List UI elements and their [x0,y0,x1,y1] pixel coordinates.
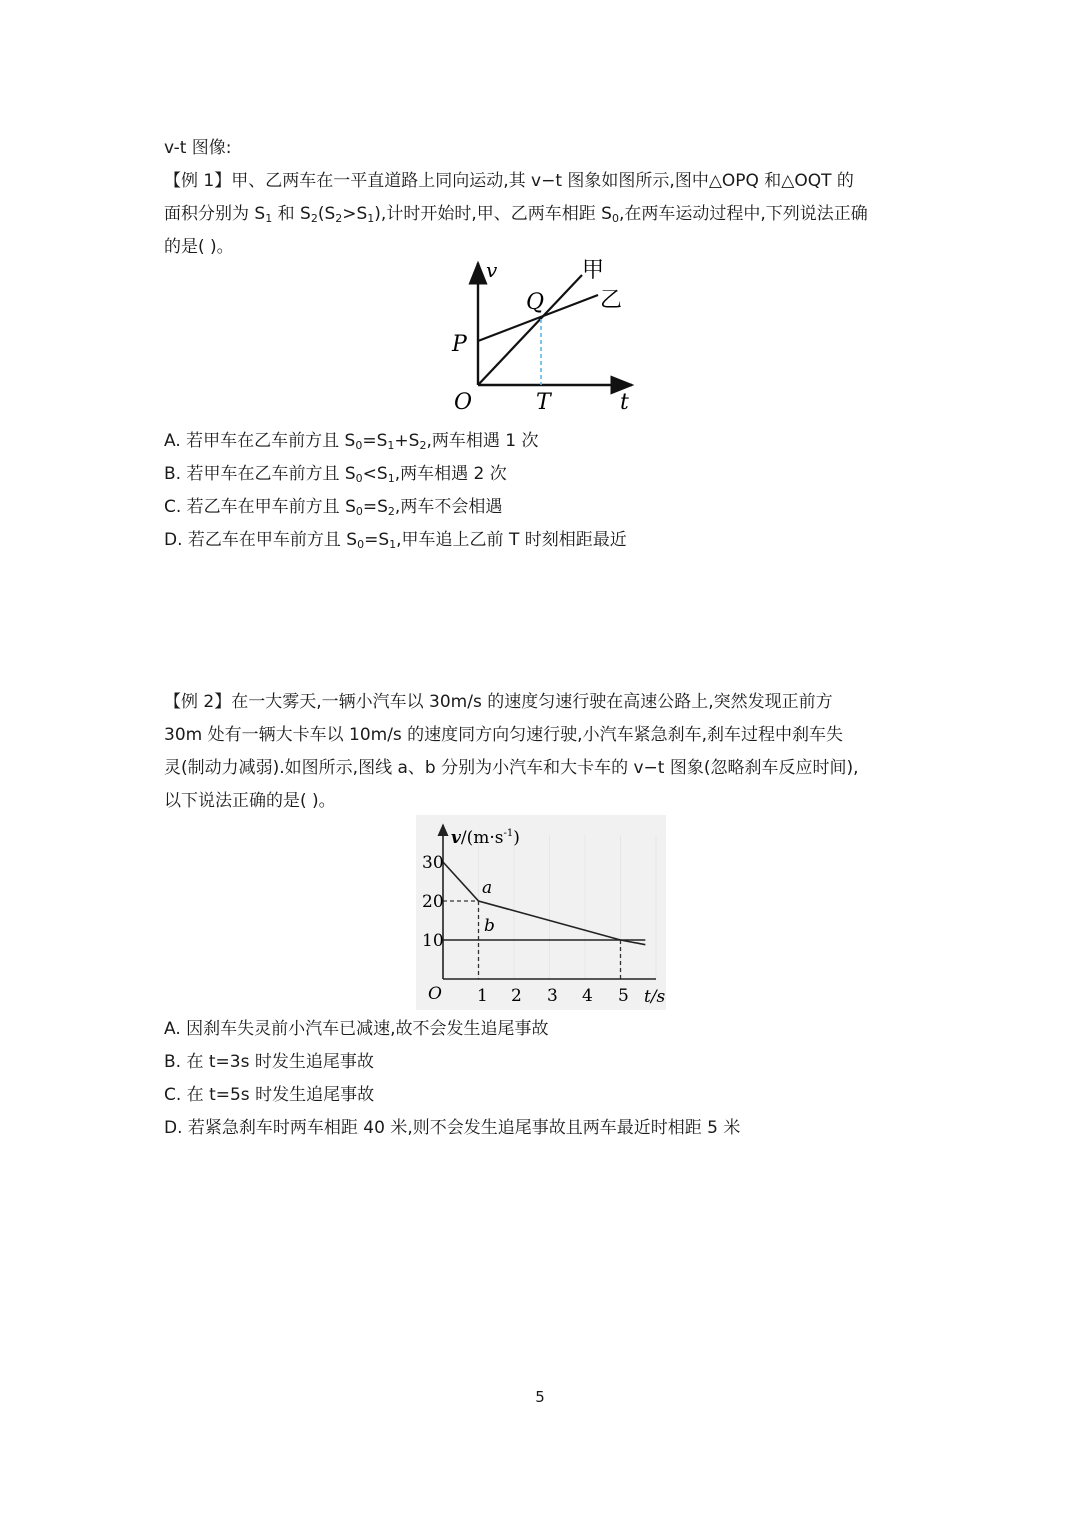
x-tick-2: 2 [511,986,522,1006]
label-yi: 乙 [600,288,623,313]
text-fragment: >S [342,204,368,224]
subscript: 2 [387,505,395,518]
y-tick-30: 30 [422,853,444,873]
y-tick-20: 20 [422,892,444,912]
x-tick-4: 4 [582,986,593,1006]
example2-option-a: A. 因刹车失灵前小汽车已减速,故不会发生追尾事故 [164,1019,549,1039]
text-fragment: C. 若乙车在甲车前方且 S [164,497,356,517]
label-origin: O [454,390,473,415]
text-fragment: =S [362,431,388,451]
text-fragment: 面积分别为 S [164,204,266,224]
page-number: 5 [535,1388,545,1406]
example1-text1: 甲、乙两车在一平直道路上同向运动,其 v−t 图象如图所示,图中△OPQ 和△OQT 的 [231,171,854,191]
subscript: 1 [367,212,375,225]
example2-line1 [164,691,833,713]
example1-option-a [164,430,538,457]
label-t: t [620,390,629,415]
text-fragment: ,两车不会相遇 [394,497,503,517]
figure-1 [440,255,650,421]
subscript: 0 [355,472,363,485]
example1-line1 [164,170,854,192]
example2-option-b: B. 在 t=3s 时发生追尾事故 [164,1052,374,1072]
subscript: 0 [355,439,363,452]
text-fragment: ,两车相遇 2 次 [394,464,507,484]
x-tick-1: 1 [477,986,488,1006]
x-axis-label: t/s [644,987,666,1007]
figure-2 [416,815,666,1014]
example2-text1: 在一大雾天,一辆小汽车以 30m/s 的速度匀速行驶在高速公路上,突然发现正前方 [231,692,833,712]
label-p: P [452,332,467,357]
subscript: 2 [310,212,318,225]
subscript: 1 [387,472,395,485]
subscript: 0 [611,212,619,225]
label-origin: O [428,984,442,1004]
figure-2-svg [416,815,666,1010]
text-fragment: B. 若甲车在乙车前方且 S [164,464,356,484]
figure-1-svg [440,255,650,417]
text-fragment: =S [364,530,390,550]
text-fragment: ,在两车运动过程中,下列说法正确 [618,204,868,224]
label-t-point: T [536,390,551,415]
subscript: 0 [357,538,365,551]
text-fragment: ,甲车追上乙前 T 时刻相距最近 [396,530,627,550]
example2-line2: 30m 处有一辆大卡车以 10m/s 的速度同方向匀速行驶,小汽车紧急刹车,刹车过程中刹车失 [164,725,843,745]
example1-option-c [164,496,502,523]
y-axis-label: $v/(m\cdot s^{-1})$ [451,828,520,848]
section-title: v-t 图像: [164,138,232,158]
example1-option-b [164,463,507,490]
example1-tag: 【例 1】 [164,171,232,191]
text-fragment: D. 若乙车在甲车前方且 S [164,530,358,550]
text-fragment: 和 S [272,204,311,224]
subscript: 1 [389,538,397,551]
text-fragment: ,两车相遇 1 次 [426,431,539,451]
label-v: v [486,258,498,282]
text-fragment: ),计时开始时,甲、乙两车相距 S [374,204,612,224]
example1-line2 [164,203,868,230]
example2-line4: 以下说法正确的是( )。 [164,791,336,811]
subscript: 2 [335,212,343,225]
subscript: 1 [387,439,395,452]
y-tick-10: 10 [422,931,444,951]
subscript: 1 [265,212,273,225]
label-q: Q [526,290,545,315]
example2-line3: 灵(制动力减弱).如图所示,图线 a、b 分别为小汽车和大卡车的 v−t 图象(忽略刹车反应时间), [164,758,859,778]
subscript: 2 [419,439,427,452]
label-jia: 甲 [582,258,605,283]
subscript: 0 [355,505,363,518]
label-b: b [484,916,495,936]
text-fragment: A. 若甲车在乙车前方且 S [164,431,356,451]
example2-option-d: D. 若紧急刹车时两车相距 40 米,则不会发生追尾事故且两车最近时相距 5 米 [164,1118,741,1138]
text-fragment: <S [362,464,388,484]
text-fragment: =S [362,497,388,517]
example2-tag: 【例 2】 [164,692,232,712]
example2-option-c: C. 在 t=5s 时发生追尾事故 [164,1085,375,1105]
x-tick-5: 5 [618,986,629,1006]
example1-line3: 的是( )。 [164,237,234,257]
example1-option-d [164,529,627,556]
label-a: a [482,878,493,898]
text-fragment: +S [394,431,420,451]
x-tick-3: 3 [547,986,558,1006]
text-fragment: (S [317,204,336,224]
